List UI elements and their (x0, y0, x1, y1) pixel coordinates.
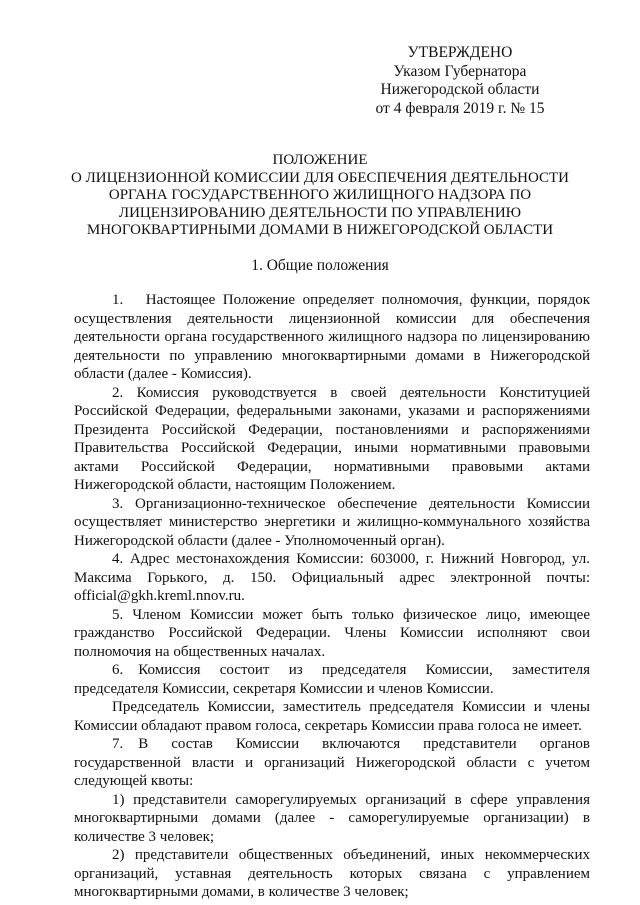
approval-line-decree: Указом Губернатора (393, 62, 527, 80)
title-line-1: ПОЛОЖЕНИЕ (272, 152, 368, 168)
approval-line-region: Нижегородской области (380, 81, 540, 98)
approval-stamp (360, 44, 560, 118)
title-line-5: МНОГОКВАРТИРНЫМИ ДОМАМИ В НИЖЕГОРОДСКОЙ ОБЛАСТИ (86, 222, 554, 239)
document-body (74, 291, 590, 902)
paragraph-2: 2. Комиссия руководствуется в своей деятельности Конституцией Российской Федерации, федеральными законами, указами и распоряжениями Президента Российской Федерации, постановлениями и распоряжениями Правительства Российской Федерации, иными нормативными правовыми актами Российской Федерации, нормативными правовыми актами Нижегородской области, настоящим Положением. (74, 384, 590, 493)
paragraph-7-item-1: 1) представители саморегулируемых организаций в сфере управления многоквартирными домами (далее - саморегулируемые организации) в количестве 3 человек; (74, 791, 590, 845)
paragraph-7-item-2: 2) представители общественных объединений, иных некоммерческих организаций, уставная деятельность которых связана с управлением многоквартирными домами, в количестве 3 человек; (74, 847, 590, 900)
paragraph-7: 7. В состав Комиссии включаются представители органов государственной власти и организаций Нижегородской области с учетом следующей квоты: (74, 736, 590, 789)
paragraph-4: 4. Адрес местонахождения Комиссии: 603000, г. Нижний Новгород, ул. Максима Горького, д. 150. Официальный адрес электронной почты: official@gkh.kreml.nnov.ru. (74, 551, 590, 604)
paragraph-5: 5. Членом Комиссии может быть только физическое лицо, имеющее гражданство Российской Федерации. Члены Комиссии исполняют свои полномочия на общественных началах. (74, 606, 590, 660)
paragraph-6-voting: Председатель Комиссии, заместитель председателя Комиссии и члены Комиссии обладают правом голоса, секретарь Комиссии права голоса не имеет. (74, 699, 590, 734)
title-line-4: ЛИЦЕНЗИРОВАНИЮ ДЕЯТЕЛЬНОСТИ ПО УПРАВЛЕНИЮ (118, 204, 522, 221)
paragraph-1: 1. Настоящее Положение определяет полномочия, функции, порядок осуществления деятельности лицензионной комиссии для обеспечения деятельности органа государственного жилищного надзора по лицензированию деятельности по управлению многоквартирными домами в Нижегородской области (далее - Комиссия). (74, 292, 590, 382)
document-title (40, 152, 600, 240)
section-heading: 1. Общие положения (251, 257, 389, 274)
title-line-2: О ЛИЦЕНЗИОННОЙ КОМИССИИ ДЛЯ ОБЕСПЕЧЕНИЯ ДЕЯТЕЛЬНОСТИ (71, 169, 569, 186)
paragraph-3: 3. Организационно-техническое обеспечение деятельности Комиссии осуществляет министерство энергетики и жилищно-коммунального хозяйства Нижегородской области (далее - Уполномоченный орган). (74, 495, 590, 549)
approval-line-approved: УТВЕРЖДЕНО (407, 44, 513, 61)
approval-line-date: от 4 февраля 2019 г. № 15 (375, 99, 545, 117)
title-line-3: ОРГАНА ГОСУДАРСТВЕННОГО ЖИЛИЩНОГО НАДЗОРА ПО (108, 187, 532, 204)
paragraph-6: 6. Комиссия состоит из председателя Комиссии, заместителя председателя Комиссии, секретаря Комиссии и членов Комиссии. (74, 662, 590, 697)
